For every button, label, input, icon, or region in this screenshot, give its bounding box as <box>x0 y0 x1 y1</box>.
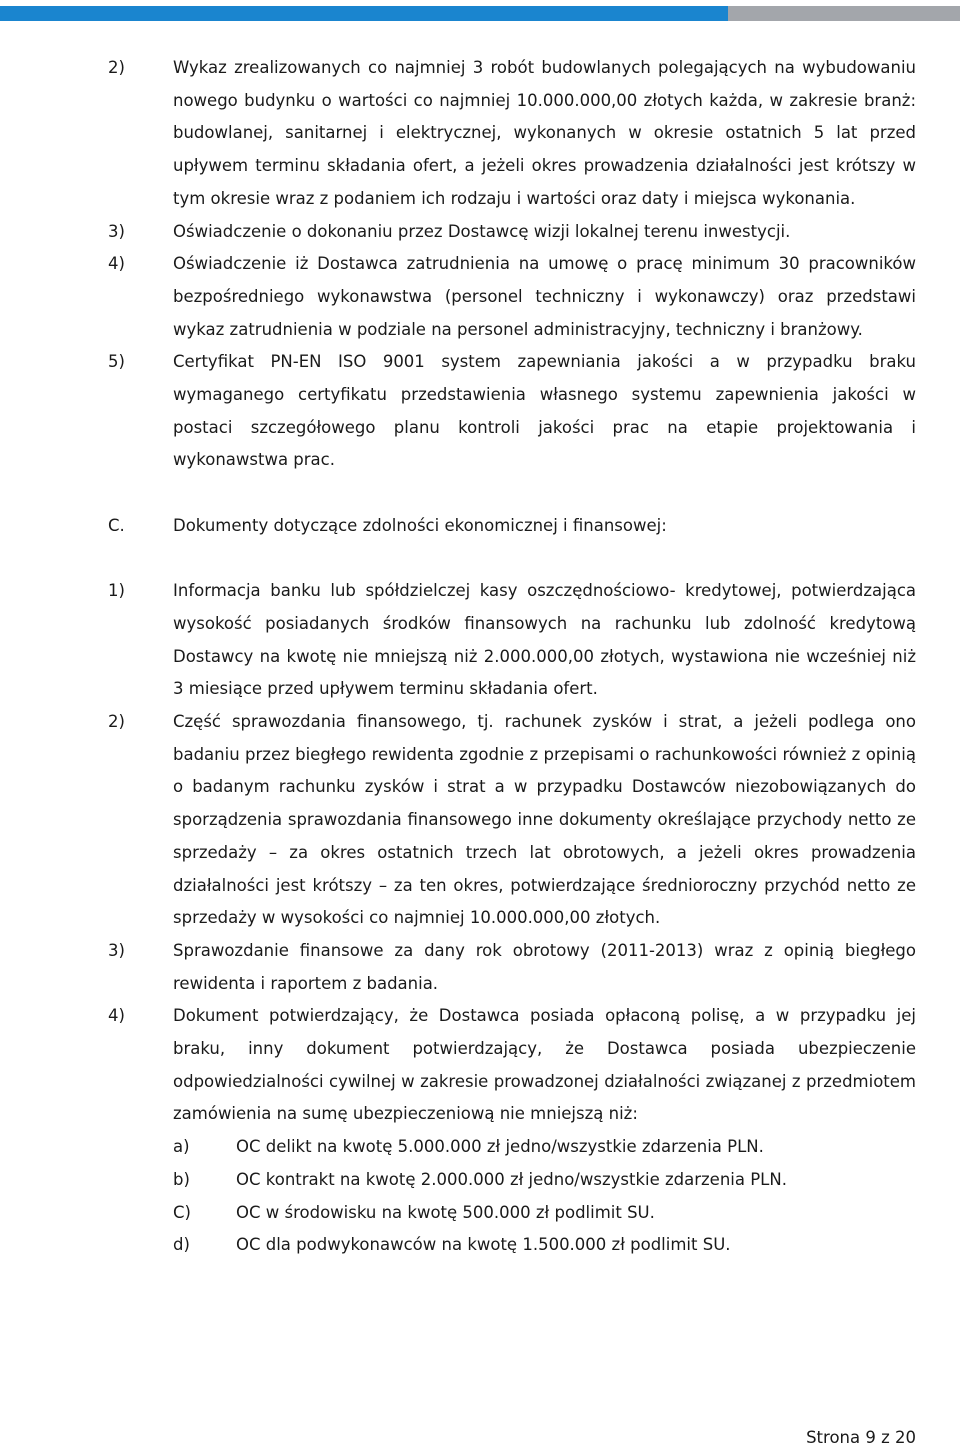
page-number: Strona 9 z 20 <box>806 1428 916 1447</box>
list-item-text: Informacja banku lub spółdzielczej kasy oszczędnościowo- kredytowej, potwierdzająca wysokość posiadanych środków finansowych na rachunku lub zdolność kredytową Dostawcy na kwotę nie mniejszą niż 2.000.000,00 złotych, wystawiona nie wcześniej niż 3 miesiące przed upływem terminu składania ofert. <box>173 581 916 699</box>
sub-list-item-letter: b) <box>173 1169 190 1189</box>
section-letter: C. <box>108 515 125 535</box>
sub-list-item <box>173 1229 916 1262</box>
sub-list-item-letter: a) <box>173 1137 190 1157</box>
document-body <box>108 52 916 1262</box>
section-title: Dokumenty dotyczące zdolności ekonomicznej i finansowej: <box>173 515 667 535</box>
list-item <box>108 346 916 477</box>
list-item <box>108 935 916 1000</box>
list-item <box>108 1000 916 1131</box>
list-item-number: 5) <box>108 352 125 372</box>
list-item <box>108 248 916 346</box>
sub-list-item <box>173 1131 916 1164</box>
list-item <box>108 216 916 249</box>
header-bar-secondary <box>728 6 960 21</box>
sub-list-item-text: OC kontrakt na kwotę 2.000.000 zł jedno/wszystkie zdarzenia PLN. <box>236 1169 787 1189</box>
sub-list-item-letter: d) <box>173 1235 190 1255</box>
sub-list <box>108 1131 916 1262</box>
sub-list-item-text: OC dla podwykonawców na kwotę 1.500.000 zł podlimit SU. <box>236 1235 731 1255</box>
sub-list-item-letter: C) <box>173 1202 191 1222</box>
list-item-number: 4) <box>108 254 125 274</box>
sub-list-item <box>173 1197 916 1230</box>
list-item-text: Certyfikat PN-EN ISO 9001 system zapewniania jakości a w przypadku braku wymaganego certyfikatu przedstawienia własnego systemu zapewnienia jakości w postaci szczegółowego planu kontroli jakości prac na etapie projektowania i wykonawstwa prac. <box>173 352 916 470</box>
list-item-text: Część sprawozdania finansowego, tj. rachunek zysków i strat, a jeżeli podlega ono badaniu przez biegłego rewidenta zgodnie z przepisami o rachunkowości również z opinią o badanym rachunku zysków i strat a w przypadku Dostawców niezobowiązanych do sporządzenia sprawozdania finansowego inne dokumenty określające przychody netto ze sprzedaży – za okres ostatnich trzech lat obrotowych, a jeżeli okres prowadzenia działalności jest krótszy – za ten okres, potwierdzające średnioroczny przychód netto ze sprzedaży w wysokości co najmniej 10.000.000,00 złotych. <box>173 712 916 928</box>
list-item <box>108 575 916 706</box>
sub-list-item-text: OC delikt na kwotę 5.000.000 zł jedno/wszystkie zdarzenia PLN. <box>236 1137 764 1157</box>
list-item-text: Dokument potwierdzający, że Dostawca posiada opłaconą polisę, a w przypadku jej braku, inny dokument potwierdzający, że Dostawca posiada ubezpieczenie odpowiedzialności cywilnej w zakresie prowadzonej działalności związanej z przedmiotem zamówienia na sumę ubezpieczeniową nie mniejszą niż: <box>173 1006 916 1124</box>
list-item-text: Sprawozdanie finansowe za dany rok obrotowy (2011-2013) wraz z opinią biegłego rewidenta i raportem z badania. <box>173 940 916 993</box>
list-item-number: 1) <box>108 581 125 601</box>
list-item-number: 3) <box>108 940 125 960</box>
list-item <box>108 706 916 935</box>
list-item <box>108 52 916 216</box>
list-item-text: Wykaz zrealizowanych co najmniej 3 robót budowlanych polegających na wybudowaniu nowego budynku o wartości co najmniej 10.000.000,00 złotych każda, w zakresie branż: budowlanej, sanitarnej i elektrycznej, wykonanych w okresie ostatnich 5 lat przed upływem terminu składania ofert, a jeżeli okres prowadzenia działalności jest krótszy w tym okresie wraz z podaniem ich rodzaju i wartości oraz daty i miejsca wykonania. <box>173 58 916 208</box>
sub-list-item <box>173 1164 916 1197</box>
header-bar-primary <box>0 6 728 21</box>
list-item-text: Oświadczenie iż Dostawca zatrudnienia na umowę o pracę minimum 30 pracowników bezpośredniego wykonawstwa (personel techniczny i wykonawczy) oraz przedstawi wykaz zatrudnienia w podziale na personel administracyjny, techniczny i branżowy. <box>173 254 916 339</box>
list-item-number: 4) <box>108 1006 125 1026</box>
list-item-text: Oświadczenie o dokonaniu przez Dostawcę wizji lokalnej terenu inwestycji. <box>173 221 791 241</box>
sub-list-item-text: OC w środowisku na kwotę 500.000 zł podlimit SU. <box>236 1202 655 1222</box>
section-heading <box>108 510 916 543</box>
list-item-number: 2) <box>108 712 125 732</box>
list-item-number: 3) <box>108 221 125 241</box>
list-item-number: 2) <box>108 58 125 77</box>
